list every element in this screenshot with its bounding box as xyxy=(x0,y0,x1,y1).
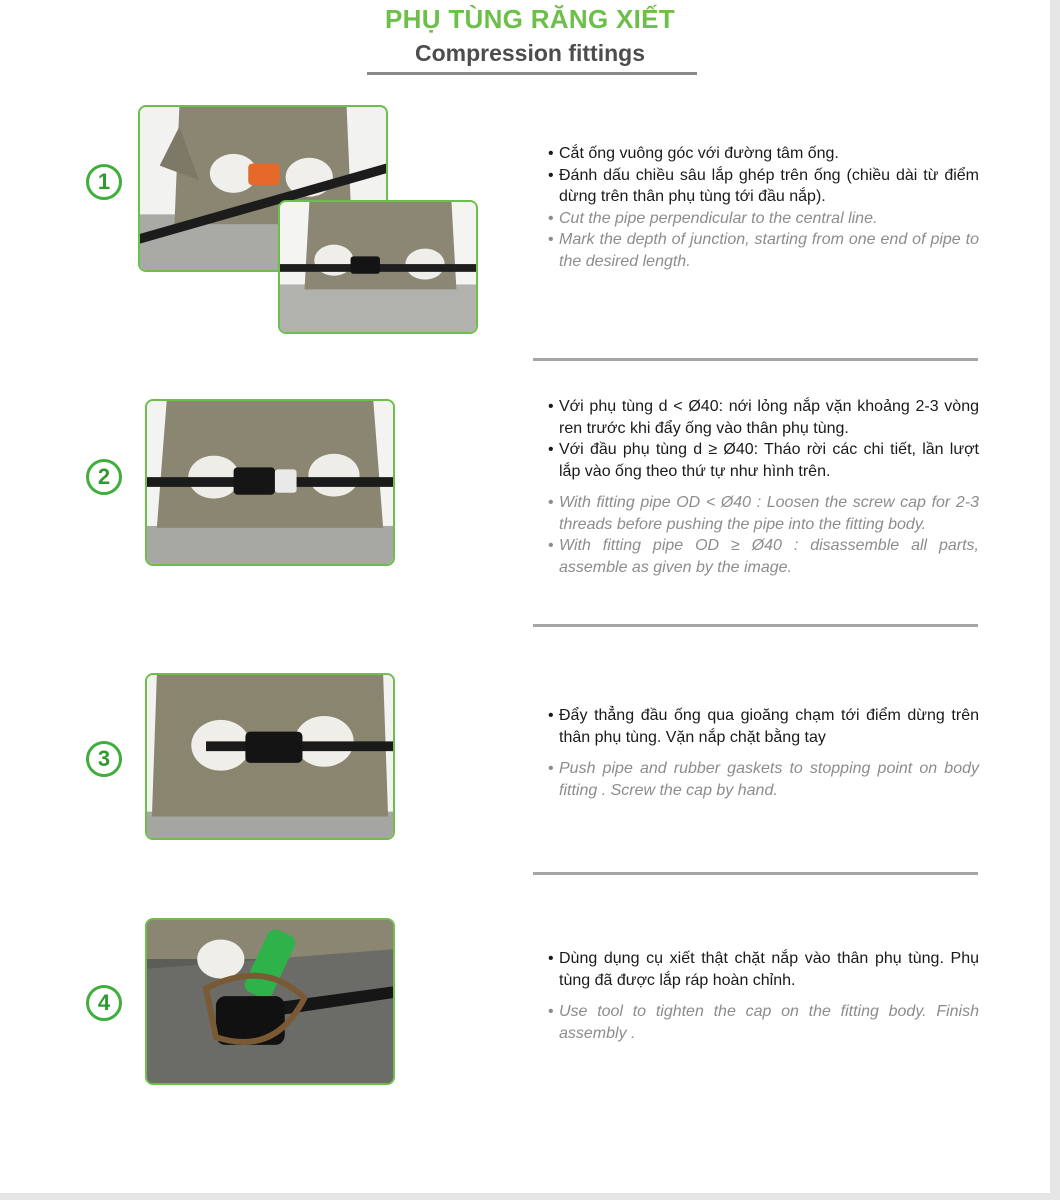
step-1-en-line-1: • Cut the pipe perpendicular to the central line. xyxy=(548,208,979,230)
page-edge-right xyxy=(1050,0,1060,1200)
step-4-photo xyxy=(145,918,395,1085)
step-4-vi-line-1: • Dùng dụng cụ xiết thật chặt nắp vào thân phụ tùng. Phụ tùng đã được lắp ráp hoàn chỉnh. xyxy=(548,948,979,991)
step-2-en-line-2: • With fitting pipe OD ≥ Ø40 : disassemble all parts, assemble as given by the image. xyxy=(548,535,979,578)
step-1-vi-line-1: • Cắt ống vuông góc với đường tâm ống. xyxy=(548,143,979,165)
step-4-text xyxy=(548,948,979,1044)
step-2-photo xyxy=(145,399,395,566)
page-title: PHỤ TÙNG RĂNG XIẾT xyxy=(385,4,675,34)
divider-2 xyxy=(533,624,978,627)
divider-3 xyxy=(533,872,978,875)
step-1-text xyxy=(548,143,979,272)
step-4-en-line-1: • Use tool to tighten the cap on the fitting body. Finish assembly . xyxy=(548,1001,979,1044)
step-number-3: 3 xyxy=(86,741,122,777)
step-2-text xyxy=(548,396,979,578)
step-number-2: 2 xyxy=(86,459,122,495)
divider-1 xyxy=(533,358,978,361)
step-1-photo-marking xyxy=(278,200,478,334)
step-number-1: 1 xyxy=(86,164,122,200)
page-subtitle: Compression fittings xyxy=(414,40,645,66)
step-2-vi-line-2: • Với đầu phụ tùng d ≥ Ø40: Tháo rời các chi tiết, lần lượt lắp vào ống theo thứ tự như hình trên. xyxy=(548,439,979,482)
step-2-vi-line-1: • Với phụ tùng d < Ø40: nới lỏng nắp vặn khoảng 2-3 vòng ren trước khi đẩy ống vào thân phụ tùng. xyxy=(548,396,979,439)
page-edge-bottom xyxy=(0,1193,1060,1200)
step-2-en-line-1: • With fitting pipe OD < Ø40 : Loosen the screw cap for 2-3 threads before pushing the pipe into the fitting body. xyxy=(548,492,979,535)
step-3-photo xyxy=(145,673,395,840)
step-1-en-line-2: • Mark the depth of junction, starting from one end of pipe to the desired length. xyxy=(548,229,979,272)
step-1-vi-line-2: • Đánh dấu chiều sâu lắp ghép trên ống (chiều dài từ điểm dừng trên thân phụ tùng tới đầu nắp). xyxy=(548,165,979,208)
title-underline xyxy=(367,72,697,75)
step-3-text xyxy=(548,705,979,801)
step-number-4: 4 xyxy=(86,985,122,1021)
step-3-vi-line-1: • Đẩy thẳng đầu ống qua gioăng chạm tới điểm dừng trên thân phụ tùng. Vặn nắp chặt bằng tay xyxy=(548,705,979,748)
step-3-en-line-1: • Push pipe and rubber gaskets to stopping point on body fitting . Screw the cap by hand. xyxy=(548,758,979,801)
